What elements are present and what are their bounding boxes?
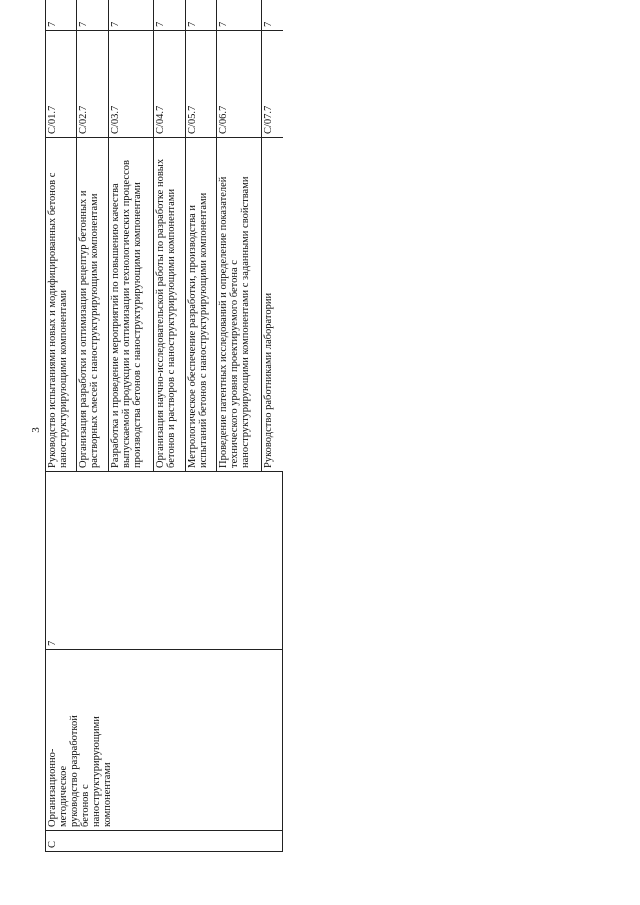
gtf-name-line: бетонов с [80, 784, 92, 827]
function-line: Организация научно-исследовательской работы по разработке новых [155, 158, 167, 468]
gtf-name-line: руководство разработкой [69, 715, 81, 827]
gtf-name-line: Организационно- [47, 748, 58, 827]
function-line: выпускаемой продукции и оптимизации технологических процессов [120, 160, 132, 468]
function-code-cell: C/05.7 [185, 31, 216, 138]
function-line: Руководство работниками лаборатории [263, 292, 275, 468]
function-code-cell: C/02.7 [77, 31, 108, 138]
gtf-code-cell: C [46, 831, 283, 852]
function-level-cell: 7 [77, 0, 108, 31]
gtf-level-cell: 7 [46, 472, 283, 650]
function-name-cell [46, 138, 77, 472]
function-level-cell: 7 [185, 0, 216, 31]
function-line: Разработка и проведение мероприятий по повышению качества [109, 183, 121, 468]
function-line: Руководство испытаниями новых и модифицированных бетонов с [47, 172, 58, 468]
gtf-name-line: методическое [58, 765, 70, 827]
function-line: Метрологическое обеспечение разработки, производства и [186, 205, 198, 468]
function-line: наноструктурирующими компонентами [58, 289, 70, 468]
function-name-cell [185, 138, 216, 472]
generalized-functions-table [45, 0, 283, 852]
rotated-page [45, 12, 283, 852]
function-line: наноструктурирующими компонентами с заданными свойствами [239, 176, 251, 468]
function-name-cell [108, 138, 153, 472]
gtf-name-cell [46, 650, 283, 831]
function-line: Проведение патентных исследований и определение показателей [217, 176, 229, 468]
function-level-cell: 7 [216, 0, 261, 31]
gtf-name-line: наноструктурирующими [91, 716, 103, 827]
function-line: производства бетонов с наноструктурирующими компонентами [131, 182, 143, 468]
function-level-cell: 7 [108, 0, 153, 31]
function-line: бетонов и растворов с наноструктурирующими компонентами [166, 188, 178, 468]
function-name-cell [216, 138, 261, 472]
function-name-cell [154, 138, 185, 472]
function-level-cell: 7 [154, 0, 185, 31]
function-line: технического уровня проектируемого бетона с [228, 260, 240, 468]
function-name-cell [262, 138, 283, 472]
function-line: растворных смесей с наноструктурирующими компонентами [89, 193, 101, 468]
function-code-cell: C/01.7 [46, 31, 77, 138]
function-line: испытаний бетонов с наноструктурирующими компонентами [197, 192, 209, 468]
page-number: 3 [30, 427, 42, 433]
function-level-cell: 7 [46, 0, 77, 31]
function-code-cell: C/03.7 [108, 31, 153, 138]
function-code-cell: C/06.7 [216, 31, 261, 138]
function-level-cell: 7 [262, 0, 283, 31]
function-line: Организация разработки и оптимизации рецептур бетонных и [78, 190, 90, 468]
gtf-name-line: компонентами [102, 762, 114, 827]
function-code-cell: C/07.7 [262, 31, 283, 138]
function-code-cell: C/04.7 [154, 31, 185, 138]
function-name-cell [77, 138, 108, 472]
